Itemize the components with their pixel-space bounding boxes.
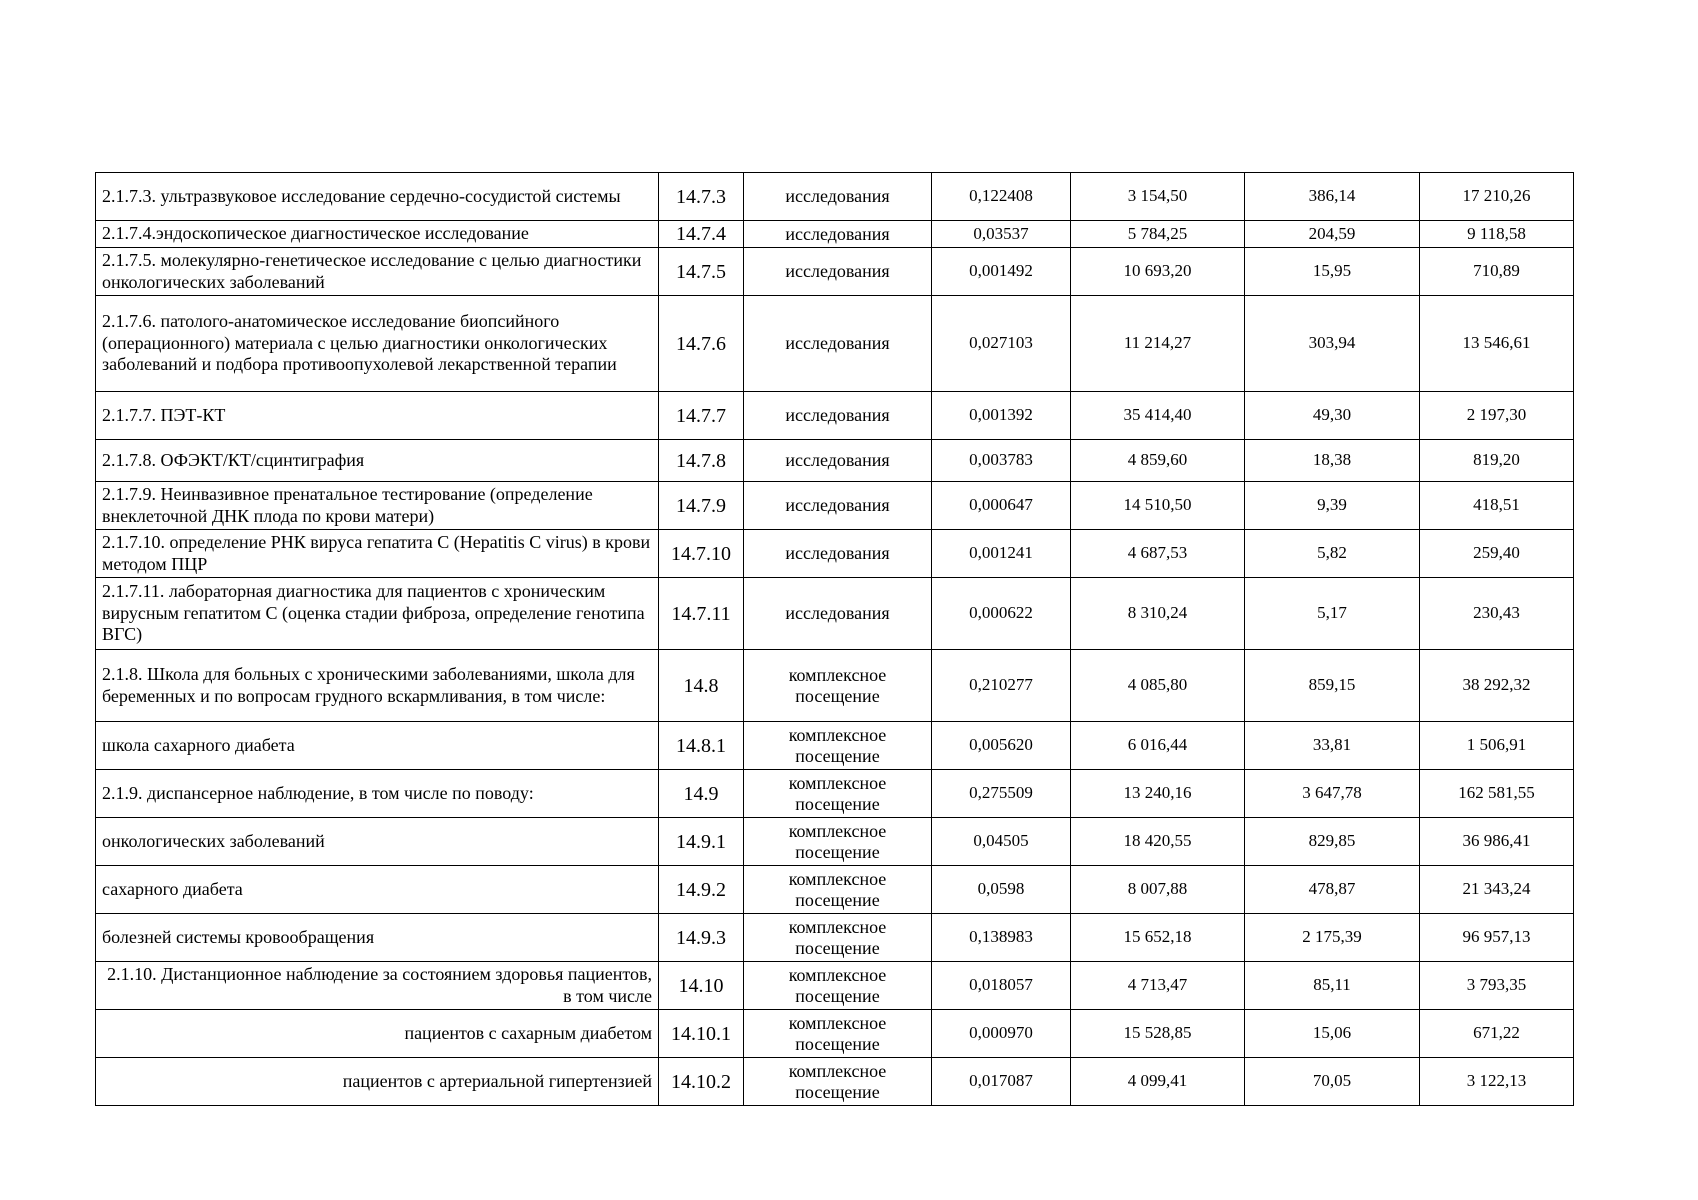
row-value-cell: 18 420,55: [1071, 818, 1245, 866]
table-row: [96, 392, 1574, 440]
row-value-cell: 21 343,24: [1420, 866, 1574, 914]
row-unit-cell: комплексное посещение: [744, 866, 932, 914]
row-value-cell: 9,39: [1245, 482, 1420, 530]
row-value-cell: 4 099,41: [1071, 1058, 1245, 1106]
row-value-cell: 710,89: [1420, 248, 1574, 296]
row-unit-cell: комплексное посещение: [744, 962, 932, 1010]
row-value-cell: 3 793,35: [1420, 962, 1574, 1010]
table-row: [96, 650, 1574, 722]
row-name-cell: 2.1.8. Школа для больных с хроническими заболеваниями, школа для беременных и по вопросам грудного вскармливания, в том числе:: [96, 650, 659, 722]
row-name-cell: 2.1.10. Дистанционное наблюдение за состоянием здоровья пациентов, в том числе: [96, 962, 659, 1010]
table-row: [96, 1010, 1574, 1058]
row-value-cell: 0,138983: [932, 914, 1071, 962]
row-value-cell: 14 510,50: [1071, 482, 1245, 530]
row-value-cell: 0,04505: [932, 818, 1071, 866]
row-unit-cell: комплексное посещение: [744, 818, 932, 866]
table-row: [96, 482, 1574, 530]
row-value-cell: 0,001241: [932, 530, 1071, 578]
row-code-cell: 14.7.9: [659, 482, 744, 530]
row-value-cell: 5,17: [1245, 578, 1420, 650]
table-row: [96, 866, 1574, 914]
row-unit-cell: исследования: [744, 482, 932, 530]
row-value-cell: 5 784,25: [1071, 221, 1245, 248]
row-value-cell: 49,30: [1245, 392, 1420, 440]
table-row: [96, 296, 1574, 392]
table-row: [96, 818, 1574, 866]
row-unit-cell: исследования: [744, 173, 932, 221]
row-value-cell: 0,275509: [932, 770, 1071, 818]
row-code-cell: 14.7.7: [659, 392, 744, 440]
row-code-cell: 14.8: [659, 650, 744, 722]
row-value-cell: 13 546,61: [1420, 296, 1574, 392]
row-value-cell: 9 118,58: [1420, 221, 1574, 248]
row-value-cell: 819,20: [1420, 440, 1574, 482]
row-code-cell: 14.9.2: [659, 866, 744, 914]
row-unit-cell: комплексное посещение: [744, 1010, 932, 1058]
table-row: [96, 914, 1574, 962]
row-value-cell: 0,03537: [932, 221, 1071, 248]
row-value-cell: 15 652,18: [1071, 914, 1245, 962]
row-value-cell: 671,22: [1420, 1010, 1574, 1058]
row-name-cell: сахарного диабета: [96, 866, 659, 914]
row-value-cell: 0,122408: [932, 173, 1071, 221]
row-code-cell: 14.10.2: [659, 1058, 744, 1106]
row-code-cell: 14.9: [659, 770, 744, 818]
row-value-cell: 4 687,53: [1071, 530, 1245, 578]
row-code-cell: 14.7.11: [659, 578, 744, 650]
row-value-cell: 15 528,85: [1071, 1010, 1245, 1058]
row-value-cell: 0,005620: [932, 722, 1071, 770]
row-value-cell: 418,51: [1420, 482, 1574, 530]
row-value-cell: 5,82: [1245, 530, 1420, 578]
row-value-cell: 96 957,13: [1420, 914, 1574, 962]
row-code-cell: 14.10.1: [659, 1010, 744, 1058]
row-value-cell: 386,14: [1245, 173, 1420, 221]
row-value-cell: 15,95: [1245, 248, 1420, 296]
row-value-cell: 38 292,32: [1420, 650, 1574, 722]
row-name-cell: пациентов с артериальной гипертензией: [96, 1058, 659, 1106]
table-row: [96, 440, 1574, 482]
row-unit-cell: исследования: [744, 248, 932, 296]
row-name-cell: 2.1.7.3. ультразвуковое исследование сердечно-сосудистой системы: [96, 173, 659, 221]
row-value-cell: 2 175,39: [1245, 914, 1420, 962]
row-name-cell: 2.1.7.9. Неинвазивное пренатальное тестирование (определение внеклеточной ДНК плода по крови матери): [96, 482, 659, 530]
row-code-cell: 14.9.3: [659, 914, 744, 962]
row-value-cell: 18,38: [1245, 440, 1420, 482]
table-row: [96, 962, 1574, 1010]
row-code-cell: 14.10: [659, 962, 744, 1010]
row-value-cell: 259,40: [1420, 530, 1574, 578]
row-name-cell: 2.1.7.11. лабораторная диагностика для пациентов с хроническим вирусным гепатитом С (оценка стадии фиброза, определение генотипа ВГС): [96, 578, 659, 650]
row-code-cell: 14.8.1: [659, 722, 744, 770]
row-value-cell: 6 016,44: [1071, 722, 1245, 770]
table-row: [96, 1058, 1574, 1106]
row-value-cell: 204,59: [1245, 221, 1420, 248]
row-unit-cell: исследования: [744, 296, 932, 392]
row-name-cell: 2.1.7.7. ПЭТ-КТ: [96, 392, 659, 440]
table-row: [96, 530, 1574, 578]
row-name-cell: онкологических заболеваний: [96, 818, 659, 866]
row-value-cell: 36 986,41: [1420, 818, 1574, 866]
row-unit-cell: комплексное посещение: [744, 722, 932, 770]
row-value-cell: 2 197,30: [1420, 392, 1574, 440]
row-value-cell: 8 310,24: [1071, 578, 1245, 650]
row-value-cell: 4 859,60: [1071, 440, 1245, 482]
table-row: [96, 770, 1574, 818]
row-name-cell: 2.1.7.8. ОФЭКТ/КТ/сцинтиграфия: [96, 440, 659, 482]
row-unit-cell: комплексное посещение: [744, 914, 932, 962]
row-value-cell: 8 007,88: [1071, 866, 1245, 914]
row-code-cell: 14.7.4: [659, 221, 744, 248]
row-value-cell: 0,003783: [932, 440, 1071, 482]
row-value-cell: 859,15: [1245, 650, 1420, 722]
row-value-cell: 0,000647: [932, 482, 1071, 530]
row-name-cell: 2.1.7.10. определение РНК вируса гепатита С (Hepatitis С virus) в крови методом ПЦР: [96, 530, 659, 578]
table-row: [96, 173, 1574, 221]
row-name-cell: школа сахарного диабета: [96, 722, 659, 770]
row-value-cell: 17 210,26: [1420, 173, 1574, 221]
row-value-cell: 85,11: [1245, 962, 1420, 1010]
row-value-cell: 33,81: [1245, 722, 1420, 770]
row-value-cell: 0,001492: [932, 248, 1071, 296]
row-value-cell: 0,000622: [932, 578, 1071, 650]
row-unit-cell: комплексное посещение: [744, 770, 932, 818]
row-value-cell: 3 647,78: [1245, 770, 1420, 818]
row-value-cell: 1 506,91: [1420, 722, 1574, 770]
row-code-cell: 14.7.10: [659, 530, 744, 578]
row-name-cell: пациентов с сахарным диабетом: [96, 1010, 659, 1058]
row-value-cell: 15,06: [1245, 1010, 1420, 1058]
row-name-cell: 2.1.9. диспансерное наблюдение, в том числе по поводу:: [96, 770, 659, 818]
row-value-cell: 478,87: [1245, 866, 1420, 914]
table-row: [96, 722, 1574, 770]
row-value-cell: 162 581,55: [1420, 770, 1574, 818]
row-value-cell: 10 693,20: [1071, 248, 1245, 296]
table-row: [96, 248, 1574, 296]
row-unit-cell: исследования: [744, 221, 932, 248]
row-code-cell: 14.7.8: [659, 440, 744, 482]
row-name-cell: 2.1.7.6. патолого-анатомическое исследование биопсийного (операционного) материала с целью диагностики онкологических заболеваний и подбора противоопухолевой лекарственной терапии: [96, 296, 659, 392]
row-unit-cell: комплексное посещение: [744, 650, 932, 722]
table-row: [96, 221, 1574, 248]
row-value-cell: 11 214,27: [1071, 296, 1245, 392]
row-value-cell: 70,05: [1245, 1058, 1420, 1106]
row-value-cell: 13 240,16: [1071, 770, 1245, 818]
row-value-cell: 4 085,80: [1071, 650, 1245, 722]
row-unit-cell: исследования: [744, 392, 932, 440]
row-code-cell: 14.7.3: [659, 173, 744, 221]
row-value-cell: 230,43: [1420, 578, 1574, 650]
row-unit-cell: исследования: [744, 578, 932, 650]
row-value-cell: 3 154,50: [1071, 173, 1245, 221]
row-value-cell: 0,000970: [932, 1010, 1071, 1058]
row-value-cell: 0,0598: [932, 866, 1071, 914]
row-unit-cell: исследования: [744, 440, 932, 482]
row-value-cell: 0,210277: [932, 650, 1071, 722]
row-value-cell: 0,027103: [932, 296, 1071, 392]
data-table: [95, 172, 1574, 1106]
row-name-cell: болезней системы кровообращения: [96, 914, 659, 962]
row-value-cell: 0,018057: [932, 962, 1071, 1010]
row-value-cell: 829,85: [1245, 818, 1420, 866]
row-value-cell: 0,001392: [932, 392, 1071, 440]
row-value-cell: 303,94: [1245, 296, 1420, 392]
row-name-cell: 2.1.7.4.эндоскопическое диагностическое исследование: [96, 221, 659, 248]
row-unit-cell: комплексное посещение: [744, 1058, 932, 1106]
table-row: [96, 578, 1574, 650]
row-unit-cell: исследования: [744, 530, 932, 578]
row-value-cell: 35 414,40: [1071, 392, 1245, 440]
row-value-cell: 4 713,47: [1071, 962, 1245, 1010]
row-code-cell: 14.7.5: [659, 248, 744, 296]
row-code-cell: 14.7.6: [659, 296, 744, 392]
row-name-cell: 2.1.7.5. молекулярно-генетическое исследование с целью диагностики онкологических заболеваний: [96, 248, 659, 296]
row-value-cell: 3 122,13: [1420, 1058, 1574, 1106]
row-code-cell: 14.9.1: [659, 818, 744, 866]
row-value-cell: 0,017087: [932, 1058, 1071, 1106]
